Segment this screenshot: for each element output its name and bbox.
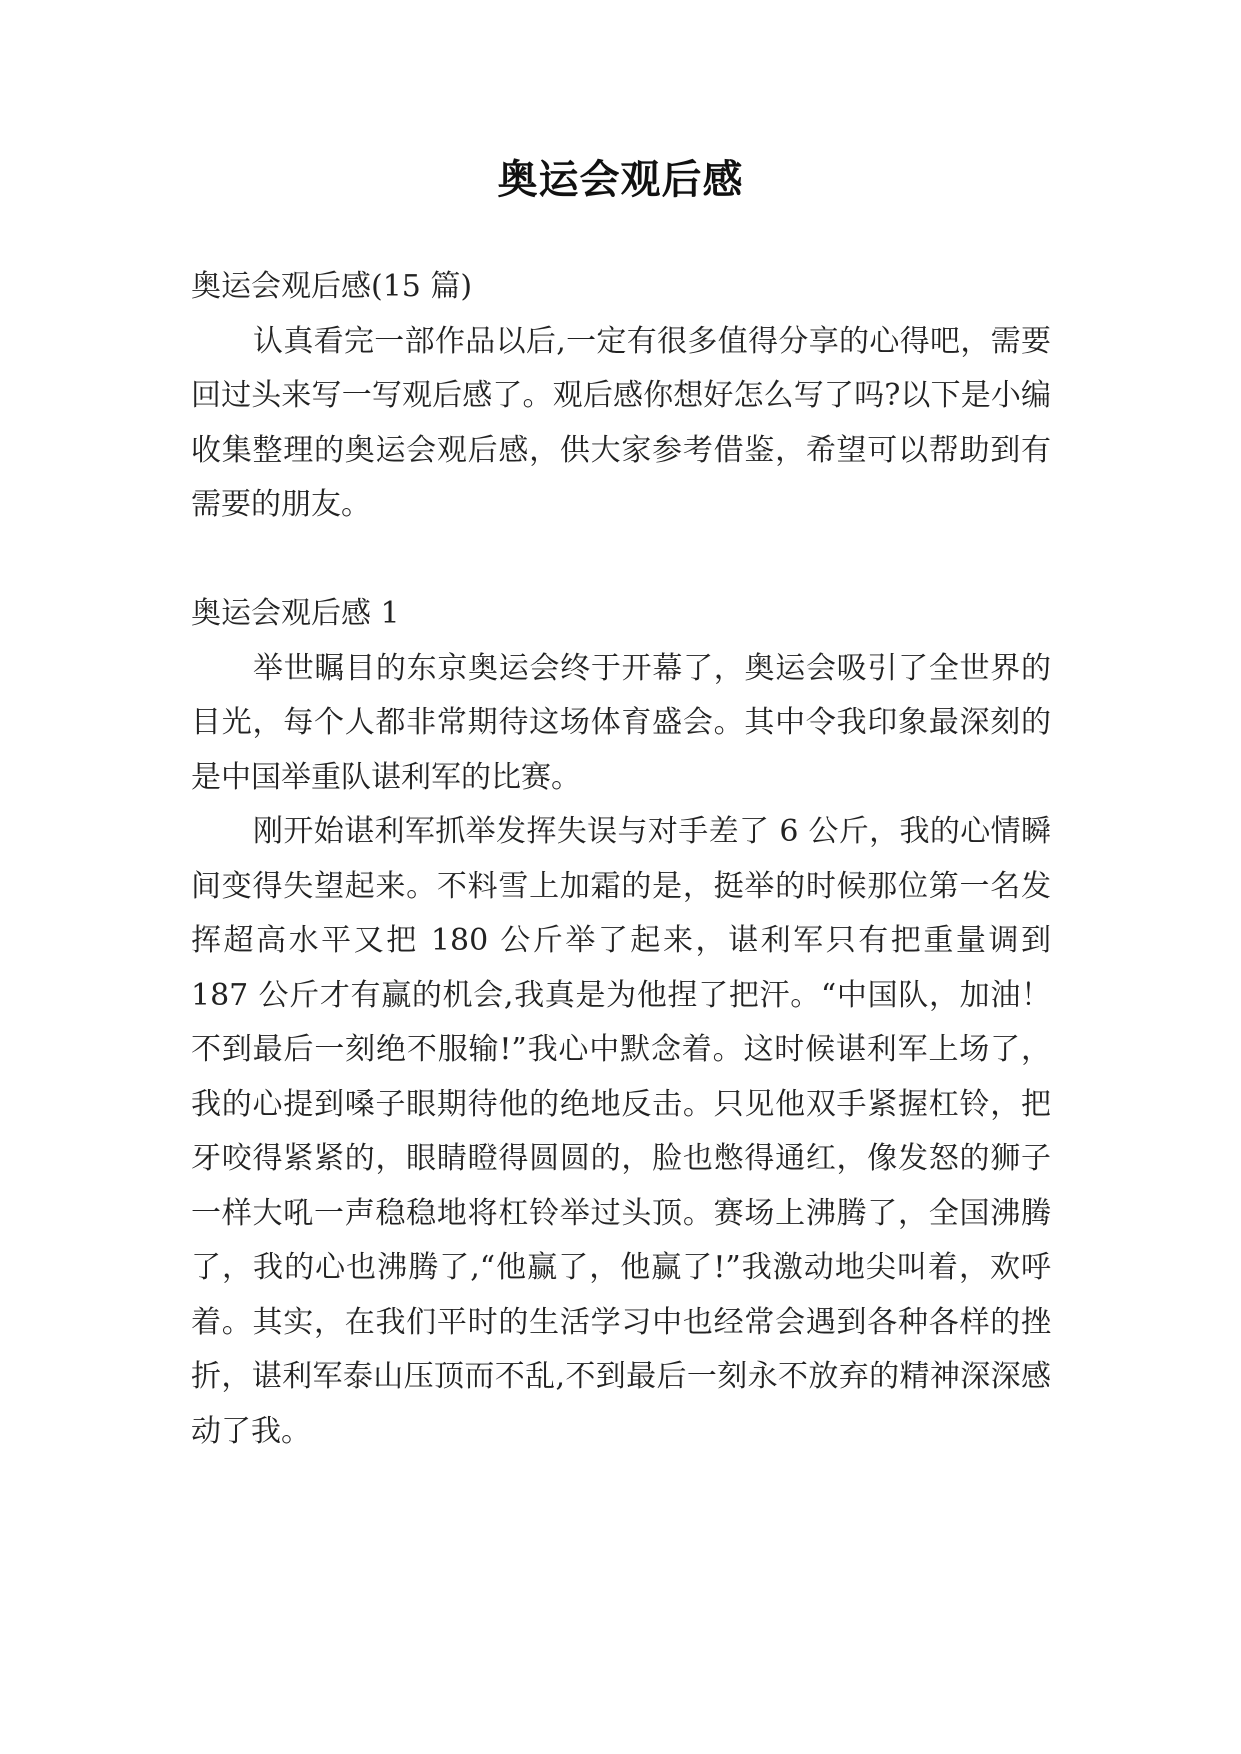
body-paragraph-1: 举世瞩目的东京奥运会终于开幕了，奥运会吸引了全世界的目光，每个人都非常期待这场体育盛会。其中令我印象最深刻的是中国举重队谌利军的比赛。 [191, 650, 1051, 795]
document-title: 奥运会观后感 [497, 157, 744, 203]
document-subtitle: 奥运会观后感(15 篇) [191, 269, 473, 304]
body-paragraph-2: 刚开始谌利军抓举发挥失误与对手差了 6 公斤，我的心情瞬间变得失望起来。不料雪上加霜的是，挺举的时候那位第一名发挥超高水平又把 180 公斤举了起来，谌利军只有把重量调到 187 公斤才有赢的机会,我真是为他捏了把汗。“中国队，加油！不到最后一刻绝不服输!”我心中默念着。这时候谌利军上场了，我的心提到嗓子眼期待他的绝地反击。只见他双手紧握杠铃，把牙咬得紧紧的，眼睛瞪得圆圆的，脸也憋得通红，像发怒的狮子一样大吼一声稳稳地将杠铃举过头顶。赛场上沸腾了，全国沸腾了，我的心也沸腾了,“他赢了，他赢了!”我激动地尖叫着，欢呼着。其实，在我们平时的生活学习中也经常会遇到各种各样的挫折，谌利军泰山压顶而不乱,不到最后一刻永不放弃的精神深深感动了我。 [191, 814, 1051, 1449]
paragraph-gap [191, 533, 1051, 588]
section-heading: 奥运会观后感 1 [191, 596, 400, 631]
intro-paragraph: 认真看完一部作品以后,一定有很多值得分享的心得吧，需要回过头来写一写观后感了。观后感你想好怎么写了吗?以下是小编收集整理的奥运会观后感，供大家参考借鉴，希望可以帮助到有需要的朋友。 [191, 323, 1051, 522]
document-body [191, 260, 1051, 1459]
